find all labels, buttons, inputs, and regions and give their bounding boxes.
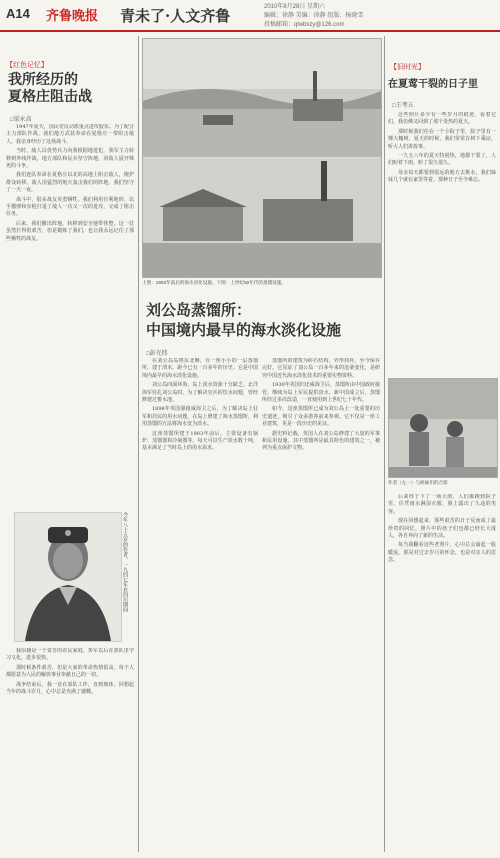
article1-paragraph: 当时，敌人以优势兵力向我根据地进犯，我军主力转移到外线作战，地方部队和民兵坚守阵地，同敌人展开殊死的斗争。 [6, 148, 134, 170]
article2-paragraph: 1930年英国归还威海卫后，蒸馏所由中国政府接管，继续为岛上军民提供淡水。新中国成立后，蒸馏所经过多次改造，一直使用到上世纪七十年代。 [262, 382, 380, 404]
bottom-left-paragraph: 我原籍是一个贫苦的农民家庭，参军以后在部队里学习文化，进步很快。 [6, 648, 134, 662]
article2-paragraph: 如今，这座蒸馏所已成为刘公岛上一处重要的历史遗迹，吸引了众多游客前来参观。它不仅是一座工业建筑，更是一段历史的见证。 [262, 406, 380, 428]
distillery-photo-caption: 上图：1903年前后的海水淡化设施。下图：上世纪50年代的蒸馏设施。 [142, 280, 286, 285]
article3-body-bottom [388, 494, 496, 852]
article2-paragraph: 在刘公岛岛将东北侧，有一座小小的一层蒸馏所，建于清末，距今已有一百多年的历史。它是中国境内最早的海水淡化设施。 [142, 358, 258, 379]
bottom-left-body [6, 648, 134, 848]
article3-paragraph: 母亲每天都要到很远的地方去挑水，我们姊妹几个就在家里等着，那种日子至今难忘。 [388, 169, 496, 184]
article3-paragraph: 后来终于下了一场大雨，人们都跑到院子里，任凭雨水淋湿衣服，脸上露出了久违的笑容。 [388, 494, 496, 515]
header-meta [264, 3, 363, 30]
article2-body-right [262, 358, 380, 852]
article1-body [6, 124, 134, 506]
children-photo [388, 378, 498, 478]
article1-paragraph: 1947年夏天，国民党反动派重点进攻胶东。为了配合主力部队作战，我们地方武装奉命在夏格庄一带阻击敌人，我亲身经历了这场战斗。 [6, 124, 134, 145]
article1-tag: 【红色记忆】 [6, 62, 48, 69]
article2-title [146, 300, 382, 340]
portrait-image [15, 513, 121, 641]
section-title: 青未了·人文齐鲁 [120, 7, 231, 25]
article1-title-line2: 夏格庄阻击战 [8, 89, 92, 105]
article1-paragraph: 后来，我们撤出阵地，转移到安全地带休整。这一仗虽然打得很艰苦，但是锻炼了我们，也让我永远记住了那些牺牲的战友。 [6, 220, 134, 242]
bottom-left-paragraph: 战争结束后，我一直在部队工作，直到离休。回想起当年的战斗岁月，心中总是充满了感慨。 [6, 681, 134, 696]
article1-paragraph: 我们连队奉命在夏格庄以北的高地上阻击敌人，掩护群众转移。敌人用猛烈的炮火轰击我们的阵地，我们坚守了一天一夜。 [6, 172, 134, 194]
column-divider [138, 36, 139, 852]
article2-paragraph: 1898年英国强租威海卫之后，为了解决岛上驻军和居民的用水问题，在岛上修建了海水蒸馏所，利用蒸馏的方法将海水变为淡水。 [142, 406, 258, 428]
article3-byline: □王考五 [392, 103, 414, 109]
header-editor: 编辑：徐静 美编：徐静 组版：杨晓雪 [264, 13, 364, 19]
article2-title-line2: 中国境内最早的海水淡化设施 [146, 321, 342, 339]
article3-body-top [388, 112, 496, 370]
article2-title-line1: 刘公岛蒸馏所： [146, 301, 252, 319]
article3-title: 在夏莺干裂的日子里 [388, 79, 478, 90]
header-date: 2010年8月28日 星期六 [264, 4, 326, 10]
distillery-photos-image [143, 39, 381, 277]
header-email: 投稿邮箱：qlwbxzy@126.com [264, 22, 345, 28]
article3-paragraph: 每当我翻看这些老照片，心中总会涌起一股暖流，那是对过去岁月的怀念，也是对亲人的思念。 [388, 542, 496, 564]
article3-paragraph: 这些照片多少有一些岁月的痕迹，看着它们，我仿佛又回到了那个炎热的夏天。 [388, 112, 496, 126]
article3-paragraph: 一九五八年的夏天特别热，地都干裂了，人们盼着下雨，盼了很久很久。 [388, 153, 496, 167]
column-divider [384, 36, 385, 852]
article1-title-line1: 我所经历的 [8, 72, 78, 88]
children-photo-image [389, 379, 497, 477]
paper-logo: 齐鲁晚报 [46, 9, 99, 24]
article1-paragraph: 战斗中，很多战友英勇牺牲。我们利用有利地形，以手榴弹和步枪打退了敌人一次又一次的进攻，完成了阻击任务。 [6, 196, 134, 218]
article2-byline: □彭光炜 [146, 351, 168, 357]
page-header [0, 0, 500, 32]
article1-title [8, 72, 92, 106]
page-number: A14 [6, 6, 30, 21]
distillery-photos [142, 38, 382, 278]
article3-tag: 【旧时光】 [390, 64, 425, 71]
article2-body-left [142, 358, 258, 852]
portrait-caption: 今年八十五岁的作者，一九四七年在四川期间 [122, 512, 128, 612]
article2-paragraph: 刘公岛四面环海，岛上淡水资源十分缺乏。北洋海军驻扎刘公岛时，为了解决官兵的饮水问题，曾经修建过蓄水池。 [142, 382, 258, 404]
article2-paragraph: 据史料记载，英国人在刘公岛修建了大量的军事和民用设施，其中蒸馏所是最具特色的建筑之一，被列为重点保护文物。 [262, 430, 380, 452]
author-portrait-photo [14, 512, 122, 642]
article3-paragraph: 那时候我们住在一个小院子里，院子里有一棵大槐树，夏天的时候，我们常常在树下乘凉，听大人们讲故事。 [388, 128, 496, 150]
article3-paragraph: 现在回想起来，那些艰苦的日子反而成了最珍贵的回忆，照片中的孩子们也都已经长大成人，各自奔向了新的生活。 [388, 518, 496, 540]
bottom-left-paragraph: 那时候条件艰苦，但是大家的革命热情很高，每个人都愿意为人民的解放事业奉献自己的一切。 [6, 664, 134, 679]
article1-byline: □梁永高 [10, 117, 32, 123]
children-photo-caption: 作者（左一）与姐妹们的合影 [388, 480, 448, 485]
article2-paragraph: 蒸馏所的建筑为砖石结构，外形简朴，至今保存完好。它见证了刘公岛一百多年来的沧桑变化，是研究中国近代海水淡化技术的重要实物资料。 [262, 358, 380, 379]
article2-paragraph: 这座蒸馏所建于1903年前后，主要设备有锅炉、蒸馏器和冷凝器等。每天可以生产淡水数十吨，基本满足了当时岛上的用水需求。 [142, 430, 258, 452]
